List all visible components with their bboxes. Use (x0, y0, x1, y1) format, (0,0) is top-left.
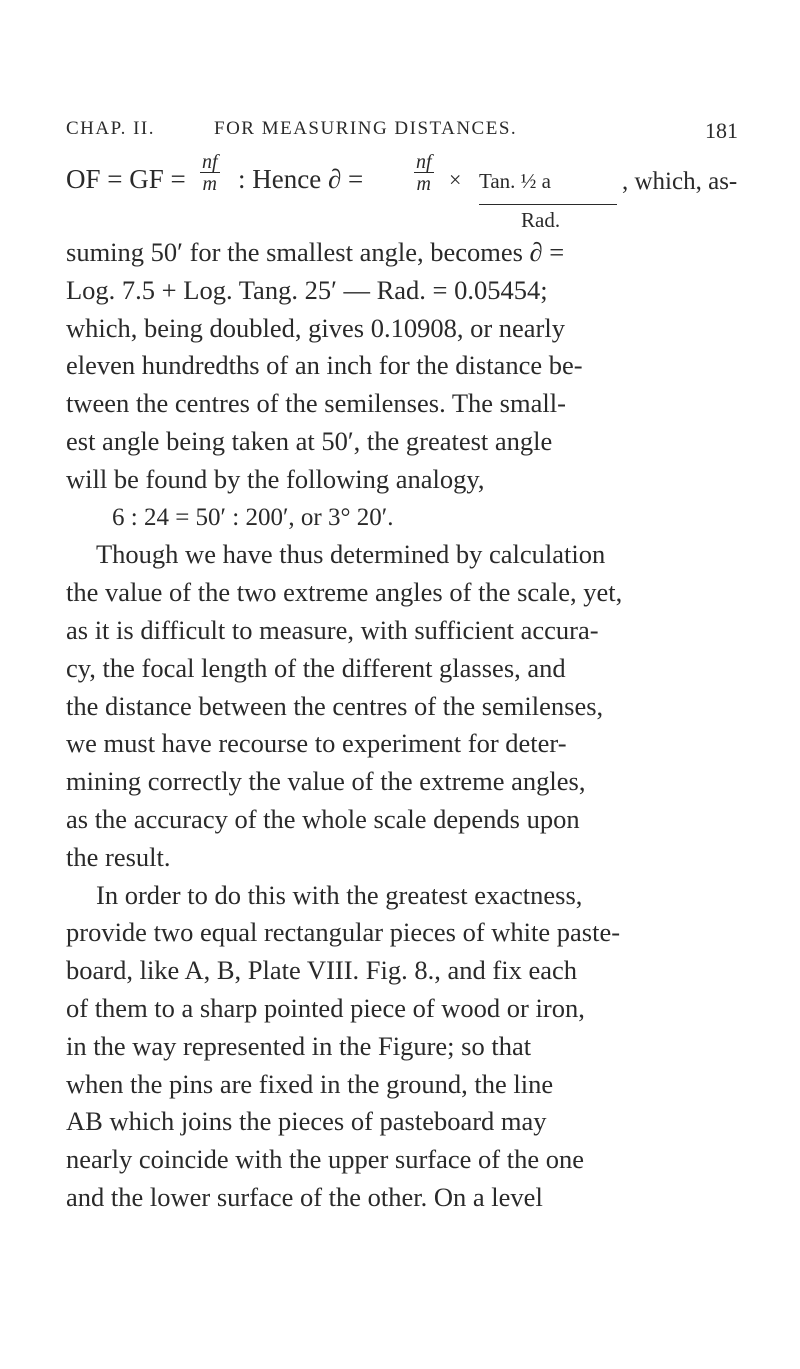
text-line: Though we have thus determined by calculation (96, 539, 606, 570)
text-line: as it is difficult to measure, with sufficient accura- (66, 614, 599, 645)
page-number: 181 (705, 118, 738, 143)
times-sign: × (449, 167, 462, 192)
fraction-nf-over-m (200, 152, 220, 195)
body-text (66, 234, 740, 1217)
text-line: mining correctly the value of the extreme angles, (66, 766, 586, 797)
running-title: FOR MEASURING DISTANCES. (214, 118, 518, 139)
text-line: of them to a sharp pointed piece of wood or iron, (66, 992, 585, 1023)
text-line: in the way represented in the Figure; so that (66, 1030, 532, 1061)
text-line: est angle being taken at 50′, the greatest angle (66, 425, 553, 456)
text-line: provide two equal rectangular pieces of white paste- (66, 917, 621, 948)
text-line: In order to do this with the greatest exactness, (96, 879, 583, 910)
text-line: the distance between the centres of the semilenses, (66, 690, 604, 721)
chapter-label: CHAP. II. (66, 118, 155, 139)
text-line: we must have recourse to experiment for deter- (66, 728, 567, 759)
fraction-rule (479, 204, 617, 205)
text-line: will be found by the following analogy, (66, 463, 485, 494)
text-line: the value of the two extreme angles of the scale, yet, (66, 577, 623, 608)
text-line: which, being doubled, gives 0.10908, or nearly (66, 312, 565, 343)
formula-line (66, 150, 746, 232)
fraction-denominator: m (416, 173, 431, 195)
fraction-denominator: m (202, 173, 217, 195)
tangent-numerator: Tan. ½ a (479, 169, 552, 193)
tangent-over-radius-fraction (479, 164, 620, 232)
text-line: tween the centres of the semilenses. The small- (66, 388, 566, 419)
text-line: nearly coincide with the upper surface of the one (66, 1144, 585, 1175)
text-line: and the lower surface of the other. On a level (66, 1181, 543, 1212)
text-line: eleven hundredths of an inch for the distance be- (66, 350, 583, 381)
fraction-numerator: nf (202, 151, 218, 173)
running-head (66, 118, 738, 144)
text-line: board, like A, B, Plate VIII. Fig. 8., and fix each (66, 955, 578, 986)
formula-lhs: OF = GF = (66, 164, 186, 194)
formula-hence: : Hence ∂ = (238, 164, 364, 194)
text-line: suming 50′ for the smallest angle, becomes ∂ = (66, 237, 565, 267)
radius-denominator: Rad. (521, 208, 561, 232)
formula-tail: , which, as- (622, 168, 738, 195)
text-line: as the accuracy of the whole scale depends upon (66, 803, 580, 834)
text-line: Log. 7.5 + Log. Tang. 25′ — Rad. = 0.05454; (66, 274, 548, 305)
text-line: the result. (66, 841, 171, 872)
text-line: cy, the focal length of the different glasses, and (66, 652, 566, 683)
fraction-numerator: nf (416, 151, 432, 173)
text-line: AB which joins the pieces of pasteboard may (66, 1106, 547, 1137)
text-line: when the pins are fixed in the ground, the line (66, 1068, 554, 1099)
analogy-equation: 6 : 24 = 50′ : 200′, or 3° 20′. (112, 503, 394, 531)
fraction-nf-over-m-2 (414, 152, 434, 195)
